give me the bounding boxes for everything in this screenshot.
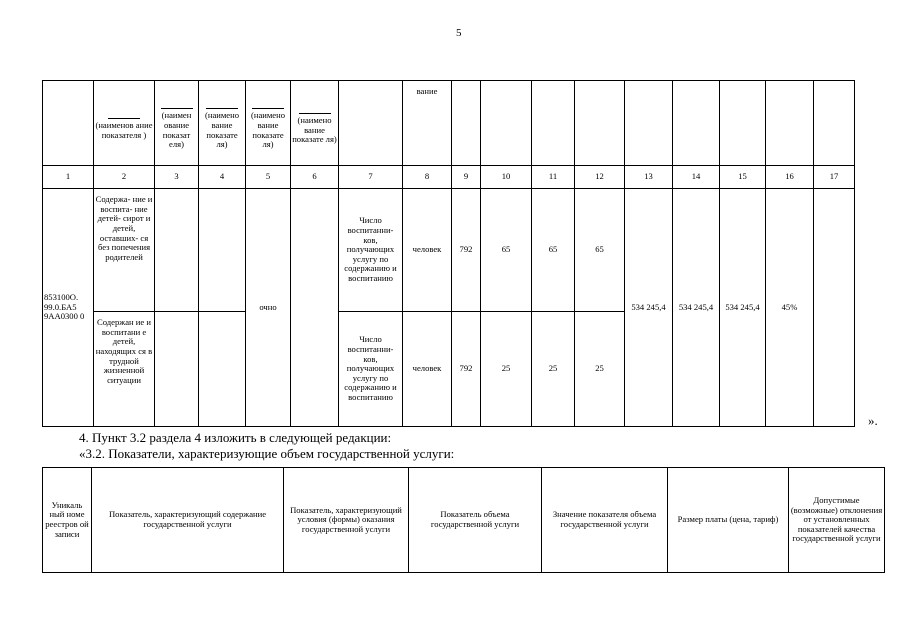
- header-cell: Размер платы (цена, тариф): [668, 468, 789, 573]
- empty-cell: [199, 189, 246, 312]
- col-number: 14: [673, 166, 720, 189]
- empty-cell: [155, 312, 199, 427]
- col-number: 3: [155, 166, 199, 189]
- empty-cell: [155, 189, 199, 312]
- value-cell: 25: [481, 312, 532, 427]
- header-cell: Уникаль ный номе реестров ой записи: [43, 468, 92, 573]
- empty-cell: [291, 189, 339, 427]
- paragraph-item-4: 4. Пункт 3.2 раздела 4 изложить в следующей редакции:: [79, 430, 392, 445]
- col-number: 17: [814, 166, 855, 189]
- header-cell: [481, 81, 532, 166]
- paragraph-section-3-2: «3.2. Показатели, характеризующие объем государственной услуги:: [79, 446, 455, 461]
- header-cell: [575, 81, 625, 166]
- value-cell: 65: [532, 189, 575, 312]
- content-indicator: Содержа- ние и воспита- ние детей- сирот и детей, оставших- ся без попечения родителей: [94, 189, 155, 312]
- header-cell: [673, 81, 720, 166]
- value-cell: 25: [532, 312, 575, 427]
- empty-cell: [814, 189, 855, 427]
- unit-code: 792: [452, 312, 481, 427]
- header-cell: Допустимые (возможные) отклонения от установленных показателей качества государственной услуги: [789, 468, 885, 573]
- closing-quote: ».: [868, 413, 878, 428]
- value-cell: 25: [575, 312, 625, 427]
- value-cell: 45%: [766, 189, 814, 427]
- header-cell: вание: [403, 81, 452, 166]
- col-number: 9: [452, 166, 481, 189]
- col-number: 1: [43, 166, 94, 189]
- header-cell: [339, 81, 403, 166]
- col-number: 10: [481, 166, 532, 189]
- empty-cell: [199, 312, 246, 427]
- col-number: 5: [246, 166, 291, 189]
- col-number: 7: [339, 166, 403, 189]
- header-text: (наимено вание показате ля): [250, 110, 286, 150]
- header-cell: [720, 81, 766, 166]
- header-cell: Значение показателя объема государственной услуги: [542, 468, 668, 573]
- value-cell: 65: [481, 189, 532, 312]
- indicators-table: [42, 80, 855, 427]
- header-cell: [766, 81, 814, 166]
- column-numbers-row: [43, 166, 855, 189]
- value-cell: 534 245,4: [673, 189, 720, 427]
- header-cell: [625, 81, 673, 166]
- col-number: 13: [625, 166, 673, 189]
- registry-code: 853100О. 99.0.БА5 9АА0300 0: [43, 189, 94, 427]
- header-cell: [94, 81, 155, 166]
- page-number: 5: [456, 27, 462, 39]
- value-cell: 534 245,4: [625, 189, 673, 427]
- header-cell: [246, 81, 291, 166]
- form-of-service: очно: [246, 189, 291, 427]
- col-number: 11: [532, 166, 575, 189]
- header-text: (наименов ание показателя ): [95, 119, 153, 140]
- value-cell: 534 245,4: [720, 189, 766, 427]
- header-cell: [43, 81, 94, 166]
- header-cell: Показатель, характеризующий условия (формы) оказания государственной услуги: [284, 468, 409, 573]
- header-text: (наимен ование показат еля): [161, 110, 192, 150]
- unit-name: человек: [403, 312, 452, 427]
- header-text: (наимено вание показате ля): [292, 115, 337, 145]
- col-number: 15: [720, 166, 766, 189]
- header-cell: [199, 81, 246, 166]
- col-number: 8: [403, 166, 452, 189]
- table-header-row: [43, 81, 855, 166]
- header-cell: [814, 81, 855, 166]
- col-number: 6: [291, 166, 339, 189]
- header-cell: [155, 81, 199, 166]
- indicator-name: Число воспитанни- ков, получающих услугу по содержанию и воспитанию: [339, 189, 403, 312]
- header-cell: [452, 81, 481, 166]
- col-number: 16: [766, 166, 814, 189]
- unit-name: человек: [403, 189, 452, 312]
- header-cell: Показатель объема государственной услуги: [409, 468, 542, 573]
- unit-code: 792: [452, 189, 481, 312]
- volume-indicators-table: [42, 467, 885, 573]
- header-cell: [291, 81, 339, 166]
- table-header-row: [43, 468, 885, 573]
- indicator-name: Число воспитанни- ков, получающих услугу по содержанию и воспитанию: [339, 312, 403, 427]
- value-cell: 65: [575, 189, 625, 312]
- header-cell: Показатель, характеризующий содержание государственной услуги: [92, 468, 284, 573]
- header-cell: [532, 81, 575, 166]
- col-number: 4: [199, 166, 246, 189]
- header-text: (наимено вание показате ля): [204, 110, 240, 150]
- table-row: [43, 189, 855, 312]
- content-indicator: Содержан ие и воспитани е детей, находящих ся в трудной жизненной ситуации: [94, 312, 155, 427]
- col-number: 2: [94, 166, 155, 189]
- col-number: 12: [575, 166, 625, 189]
